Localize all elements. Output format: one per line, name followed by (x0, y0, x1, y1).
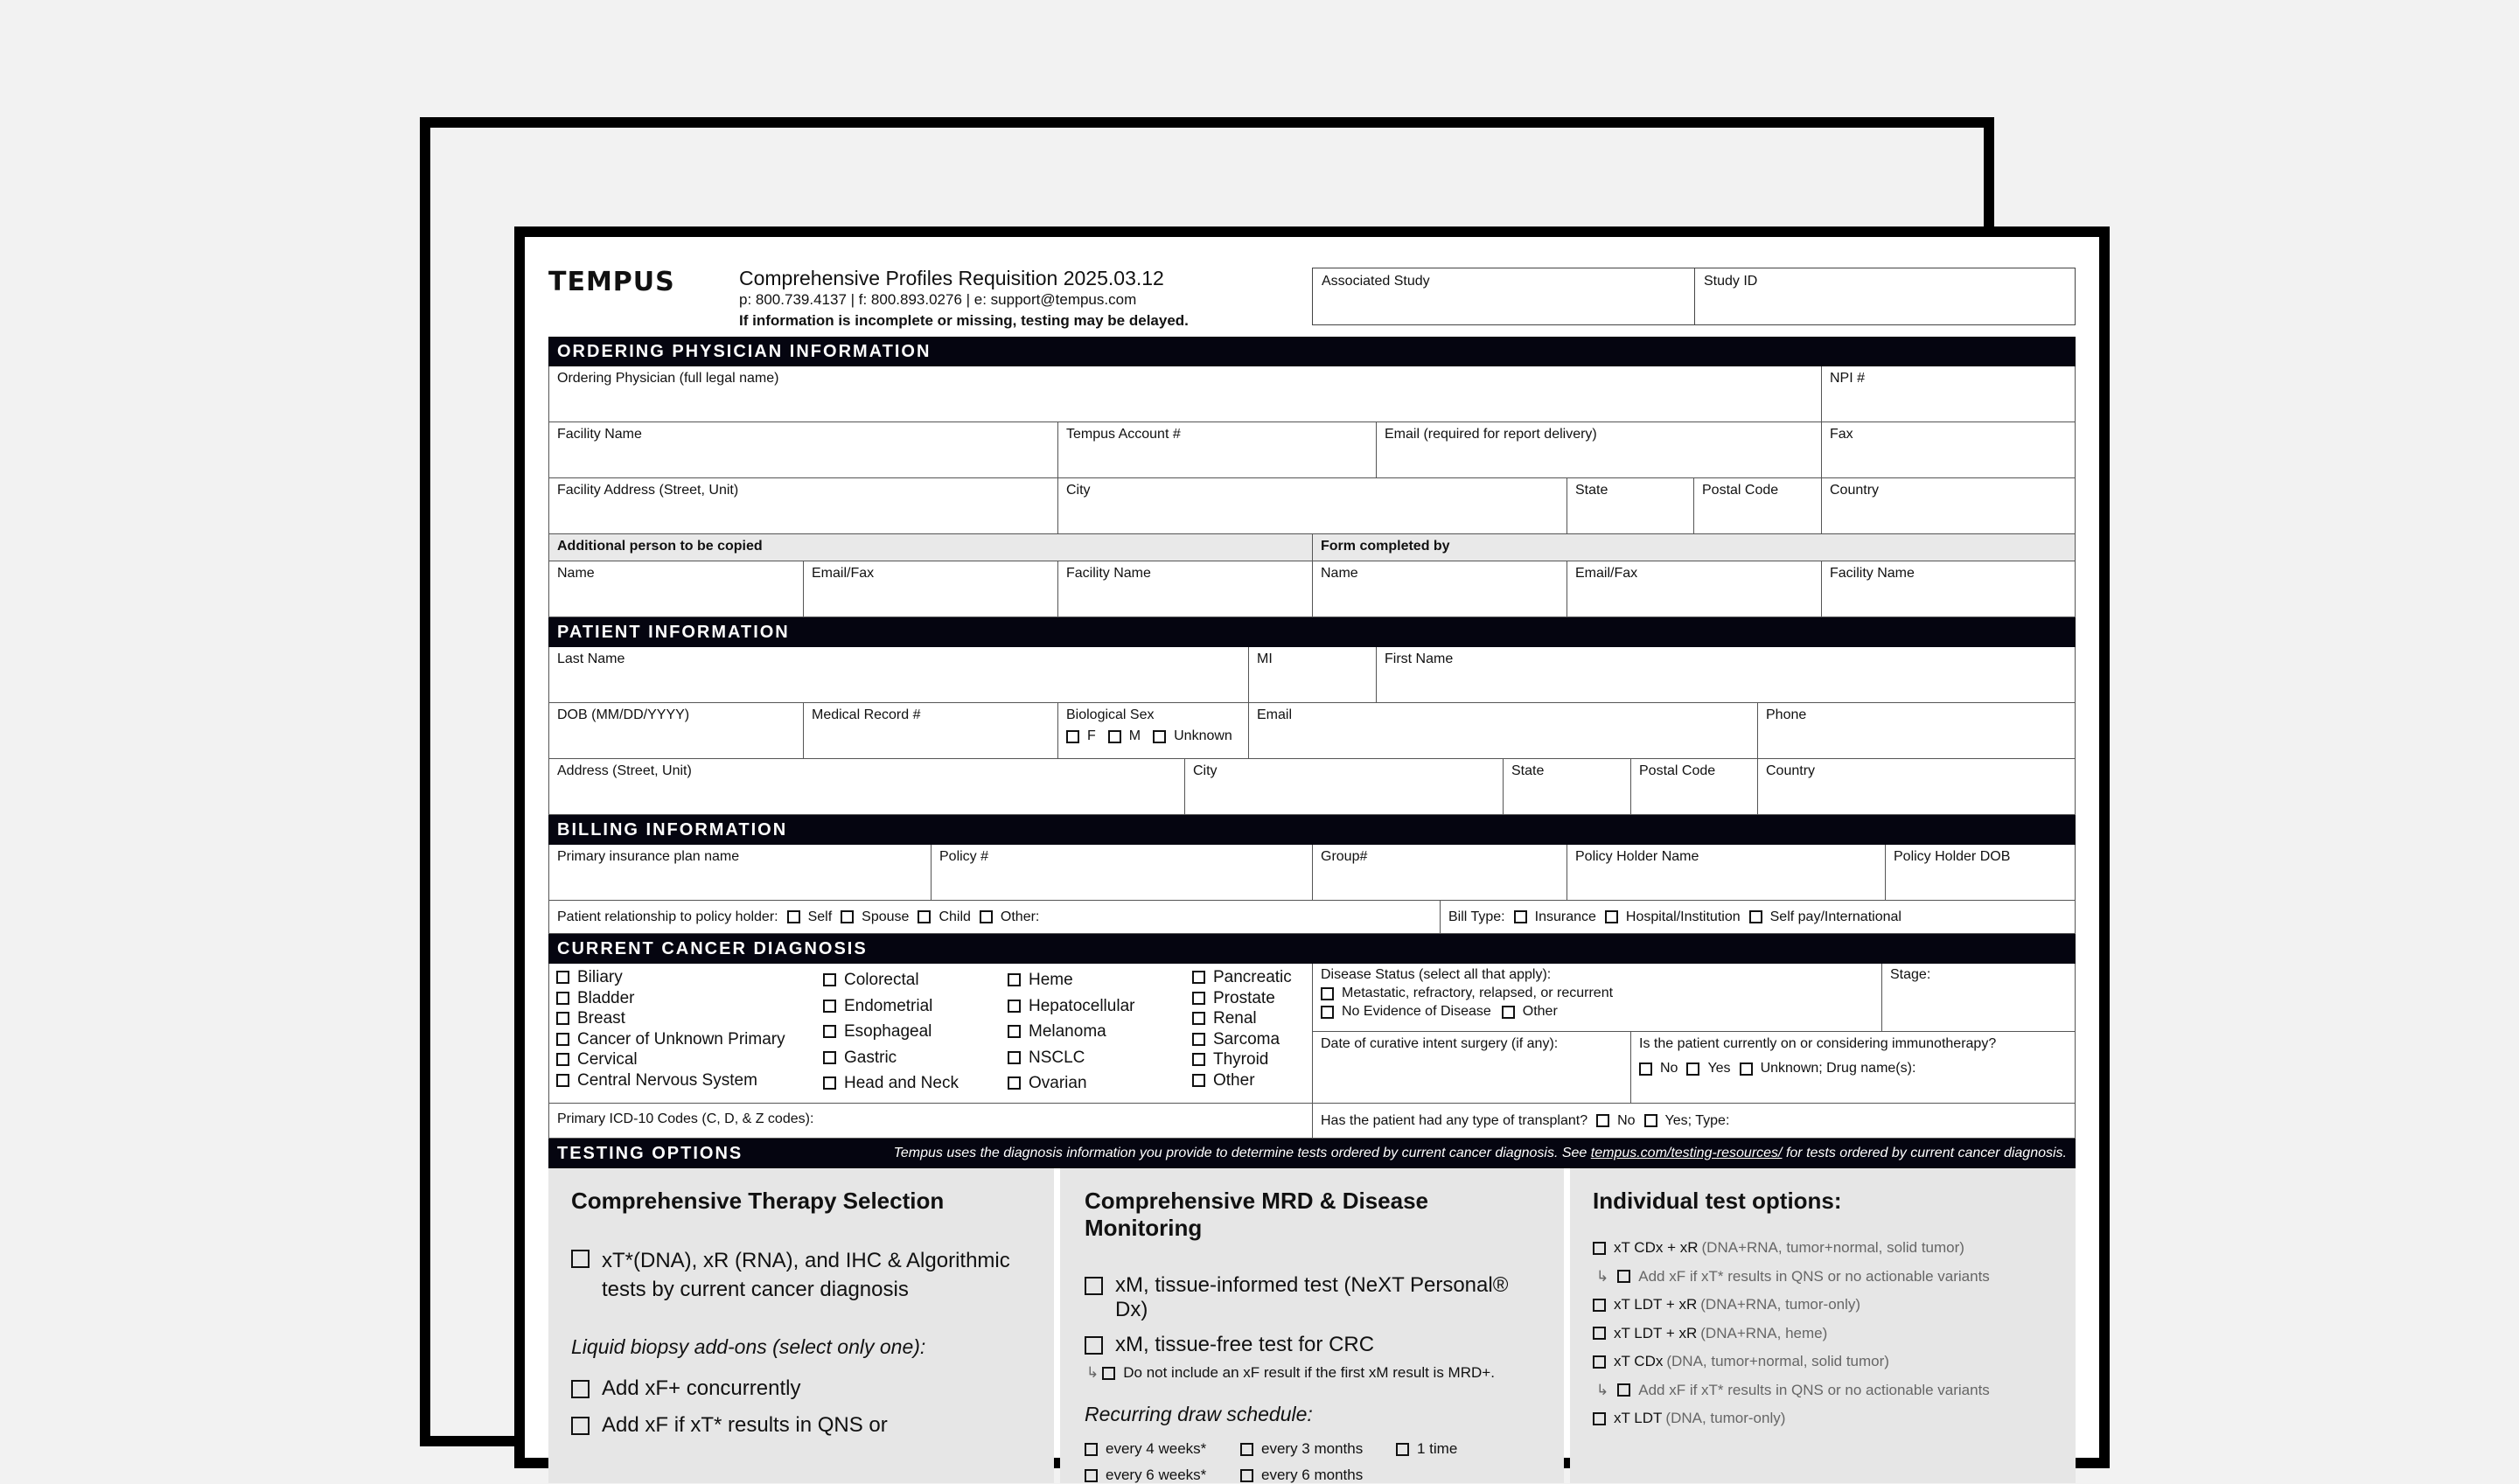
bill-hospital-checkbox[interactable] (1605, 910, 1618, 923)
immuno-yes-checkbox[interactable] (1686, 1062, 1699, 1076)
draw-6wk-label: every 6 weeks* (1106, 1467, 1207, 1483)
individual-test-name: xT CDx + xR (1614, 1239, 1699, 1257)
patient-row-3 (548, 759, 2076, 815)
cancer-type-checkbox[interactable] (1008, 1076, 1021, 1090)
bill-selfpay-checkbox[interactable] (1749, 910, 1762, 923)
cancer-type-label: Prostate (1213, 988, 1275, 1007)
mrn-field[interactable]: Medical Record # (804, 703, 1058, 758)
draw-3mo-label: every 3 months (1261, 1440, 1364, 1457)
relationship-label: Patient relationship to policy holder: (557, 909, 778, 924)
cancer-type-label: Gastric (844, 1048, 897, 1067)
draw-6mo-checkbox[interactable] (1240, 1469, 1253, 1482)
cancer-type-label: Cancer of Unknown Primary (577, 1029, 785, 1049)
sex-f-label: F (1087, 728, 1096, 743)
individual-test-item (1593, 1320, 2053, 1348)
sex-field (1058, 703, 1249, 758)
cancer-type-checkbox[interactable] (823, 1076, 836, 1090)
transplant-yes-label: Yes; Type: (1664, 1112, 1730, 1128)
status-other-label: Other (1522, 1004, 1558, 1019)
policy-holder-dob-field[interactable]: Policy Holder DOB (1894, 849, 2011, 864)
individual-test-desc: Add xF if xT* results in QNS or no actionable variants (1638, 1267, 1990, 1285)
sex-label: Biological Sex (1066, 707, 1155, 722)
sex-unknown-label: Unknown (1174, 728, 1232, 743)
completed-facility-field[interactable]: Facility Name (1830, 566, 1915, 581)
cancer-type-checkbox[interactable] (1192, 1033, 1205, 1046)
cancer-type-checkbox[interactable] (1008, 1025, 1021, 1038)
draw-1time-checkbox[interactable] (1396, 1443, 1409, 1456)
testing-options-area (548, 1168, 2076, 1483)
cancer-type-checkbox[interactable] (1008, 973, 1021, 986)
cancer-type-item (823, 1070, 959, 1097)
status-metastatic-checkbox[interactable] (1321, 987, 1334, 1000)
cancer-type-label: Endometrial (844, 996, 933, 1015)
transplant-field (1313, 1104, 2075, 1138)
cancer-type-checkbox[interactable] (1192, 1074, 1205, 1087)
facility-address-field[interactable]: Facility Address (Street, Unit) (549, 478, 1058, 533)
mrd-monitoring-column (1060, 1168, 1564, 1483)
facility-country-field[interactable]: Country (1830, 483, 1880, 498)
individual-tests-column (1570, 1168, 2076, 1483)
cancer-type-item (556, 1008, 785, 1029)
completed-name-field[interactable]: Name (1313, 561, 1567, 617)
cancer-type-item (556, 1029, 785, 1050)
physician-email-field[interactable]: Email (required for report delivery) (1377, 422, 1822, 477)
individual-test-item (1593, 1263, 2053, 1292)
individual-test-checkbox[interactable] (1617, 1270, 1630, 1283)
status-ned-label: No Evidence of Disease (1342, 1004, 1491, 1019)
individual-test-name: xT LDT (1614, 1410, 1663, 1427)
individual-test-desc: (DNA+RNA, tumor+normal, solid tumor) (1701, 1239, 1964, 1257)
individual-test-checkbox[interactable] (1593, 1412, 1606, 1425)
physician-row-2 (548, 422, 2076, 478)
bill-hospital-label: Hospital/Institution (1625, 909, 1741, 924)
individual-test-item (1593, 1348, 2053, 1376)
copied-name-field[interactable]: Name (549, 561, 804, 617)
disease-status-label: Disease Status (select all that apply): (1321, 967, 1552, 982)
cancer-type-checkbox[interactable] (556, 971, 569, 984)
rel-child-checkbox[interactable] (918, 910, 931, 923)
cancer-col-1 (556, 967, 785, 1090)
mi-field[interactable]: MI (1249, 647, 1377, 702)
facility-city-field[interactable]: City (1058, 478, 1567, 533)
cancer-type-checkbox[interactable] (1008, 1051, 1021, 1064)
cancer-type-checkbox[interactable] (556, 1074, 569, 1087)
sex-m-checkbox[interactable] (1108, 730, 1121, 743)
copy-completed-row (548, 561, 2076, 617)
cancer-type-label: Ovarian (1029, 1074, 1087, 1092)
cancer-type-item (823, 993, 959, 1020)
rel-self-checkbox[interactable] (787, 910, 800, 923)
billing-row-2 (548, 901, 2076, 934)
icd-codes-field[interactable]: Primary ICD-10 Codes (C, D, & Z codes): (549, 1104, 1313, 1138)
cancer-type-item (1008, 1045, 1134, 1071)
cancer-type-label: Head and Neck (844, 1074, 959, 1092)
sub-arrow-icon: ↳ (1596, 1267, 1609, 1285)
billing-row-1 (548, 845, 2076, 901)
cancer-type-item (1008, 1070, 1134, 1097)
cancer-type-checkbox[interactable] (823, 1025, 836, 1038)
bill-insurance-label: Insurance (1534, 909, 1596, 924)
draw-3mo-checkbox[interactable] (1240, 1443, 1253, 1456)
transplant-label: Has the patient had any type of transplant? (1321, 1112, 1588, 1128)
last-name-field[interactable]: Last Name (549, 647, 1249, 702)
physician-row-3 (548, 478, 2076, 534)
cancer-type-item (1008, 993, 1134, 1020)
patient-postal-field[interactable]: Postal Code (1631, 759, 1758, 814)
facility-state-field[interactable]: State (1567, 478, 1694, 533)
dob-field[interactable]: DOB (MM/DD/YYYY) (549, 703, 804, 758)
copied-facility-field[interactable]: Facility Name (1058, 561, 1313, 617)
bill-type-field (1441, 901, 2075, 933)
cancer-type-label: Thyroid (1213, 1050, 1269, 1069)
status-ned-checkbox[interactable] (1321, 1006, 1334, 1019)
add-xf-qns-checkbox[interactable] (571, 1417, 590, 1435)
individual-test-checkbox[interactable] (1593, 1355, 1606, 1369)
immuno-unknown-label: Unknown; Drug name(s): (1760, 1061, 1916, 1076)
individual-tests-list (1593, 1234, 2053, 1433)
mrd-title: Comprehensive MRD & Disease Monitoring (1085, 1188, 1429, 1241)
bill-selfpay-label: Self pay/International (1769, 909, 1901, 924)
add-xf-qns-label: Add xF if xT* results in QNS or (602, 1413, 888, 1437)
section-bar-patient: PATIENT INFORMATION (548, 617, 2076, 647)
patient-city-field[interactable]: City (1185, 759, 1504, 814)
individual-test-desc: (DNA+RNA, heme) (1700, 1324, 1828, 1341)
group-number-field[interactable]: Group# (1313, 845, 1567, 900)
testing-resources-link[interactable]: tempus.com/testing-resources/ (1590, 1146, 1783, 1160)
cancer-type-label: Bladder (577, 988, 635, 1007)
cancer-type-label: Pancreatic (1213, 968, 1292, 986)
rel-other-checkbox[interactable] (980, 910, 993, 923)
facility-postal-field[interactable]: Postal Code (1694, 478, 1822, 533)
rel-spouse-label: Spouse (862, 909, 910, 924)
cancer-type-item (556, 1070, 785, 1091)
tempus-logo: TEMPUS (548, 267, 675, 297)
individual-test-item (1593, 1234, 2053, 1263)
transplant-yes-checkbox[interactable] (1644, 1114, 1657, 1127)
cancer-type-item (556, 1049, 785, 1070)
cancer-type-label: Hepatocellular (1029, 996, 1135, 1015)
npi-field[interactable]: NPI # (1830, 371, 1866, 386)
cancer-type-item (1192, 1049, 1292, 1070)
incomplete-warning: If information is incomplete or missing, testing may be delayed. (739, 312, 1189, 329)
section-bar-testing (548, 1139, 2076, 1168)
cancer-col-3 (1008, 967, 1134, 1097)
cancer-type-label: Sarcoma (1213, 1029, 1280, 1049)
cancer-type-item (1008, 967, 1134, 993)
cancer-type-item (823, 1045, 959, 1071)
cancer-type-label: Esophageal (844, 1022, 932, 1041)
individual-test-item (1593, 1291, 2053, 1320)
sex-m-label: M (1128, 728, 1141, 743)
physician-name-field[interactable]: Ordering Physician (full legal name) (549, 366, 1822, 422)
individual-test-item (1593, 1376, 2053, 1405)
individual-test-desc: (DNA+RNA, tumor-only) (1700, 1296, 1861, 1313)
draw-1time-label: 1 time (1417, 1440, 1458, 1457)
individual-test-item (1593, 1404, 2053, 1433)
first-name-field[interactable]: First Name (1385, 651, 1454, 666)
xm-tissue-informed-checkbox[interactable] (1085, 1277, 1103, 1295)
cancer-type-checkbox[interactable] (1192, 1053, 1205, 1066)
cancer-type-label: Colorectal (844, 971, 919, 989)
cancer-type-checkbox[interactable] (556, 1033, 569, 1046)
cancer-type-item (556, 988, 785, 1009)
patient-country-field[interactable]: Country (1766, 763, 1816, 778)
associated-study-field[interactable]: Associated Study (1313, 268, 1695, 324)
cancer-type-checkbox[interactable] (556, 992, 569, 1005)
cancer-type-label: Cervical (577, 1050, 638, 1069)
individual-test-name: xT CDx (1614, 1353, 1664, 1370)
cancer-type-label: Breast (577, 1009, 625, 1028)
disease-details (1313, 964, 2075, 1103)
form-completed-heading: Form completed by (1321, 539, 1450, 554)
transplant-no-checkbox[interactable] (1596, 1114, 1609, 1127)
cancer-type-label: Other (1213, 1070, 1255, 1090)
cancer-type-checkbox[interactable] (823, 1000, 836, 1013)
cancer-type-list (549, 964, 1313, 1103)
diagnosis-row-2 (548, 1104, 2076, 1139)
sex-unknown-checkbox[interactable] (1153, 730, 1166, 743)
immuno-yes-label: Yes (1707, 1061, 1731, 1076)
testing-bar-title: TESTING OPTIONS (557, 1143, 743, 1163)
individual-test-name: xT LDT + xR (1614, 1324, 1698, 1341)
cancer-type-checkbox[interactable] (823, 1051, 836, 1064)
immuno-unknown-checkbox[interactable] (1740, 1062, 1753, 1076)
cancer-type-checkbox[interactable] (1192, 1012, 1205, 1025)
patient-phone-field[interactable]: Phone (1766, 707, 1807, 722)
section-bar-billing: BILLING INFORMATION (548, 815, 2076, 845)
liquid-biopsy-subtitle: Liquid biopsy add-ons (select only one): (571, 1335, 926, 1358)
cancer-type-item (1008, 1019, 1134, 1045)
immuno-no-checkbox[interactable] (1639, 1062, 1652, 1076)
therapy-xt-checkbox[interactable] (571, 1250, 590, 1268)
bill-type-label: Bill Type: (1448, 909, 1505, 924)
cancer-type-item (556, 967, 785, 988)
form-title: Comprehensive Profiles Requisition 2025.03.12 (739, 267, 1164, 289)
insurance-plan-field[interactable]: Primary insurance plan name (549, 845, 932, 900)
sub-arrow-icon: ↳ (1596, 1381, 1609, 1398)
cancer-type-checkbox[interactable] (1192, 971, 1205, 984)
immunotherapy-field (1631, 1032, 2076, 1104)
sub-arrow-icon: ↳ (1086, 1364, 1099, 1381)
completed-emailfax-field[interactable]: Email/Fax (1567, 561, 1822, 617)
immuno-no-label: No (1660, 1061, 1678, 1076)
rel-spouse-checkbox[interactable] (841, 910, 854, 923)
copied-emailfax-field[interactable]: Email/Fax (804, 561, 1058, 617)
cancer-type-item (823, 967, 959, 993)
diagnosis-row-1 (548, 964, 2076, 1104)
individual-tests-title: Individual test options: (1593, 1188, 1842, 1214)
surgery-date-field[interactable]: Date of curative intent surgery (if any): (1313, 1032, 1631, 1104)
draw-4wk-label: every 4 weeks* (1106, 1440, 1207, 1457)
transplant-no-label: No (1617, 1112, 1636, 1128)
patient-address-field[interactable]: Address (Street, Unit) (549, 759, 1185, 814)
individual-test-checkbox[interactable] (1593, 1299, 1606, 1312)
patient-row-2 (548, 703, 2076, 759)
fax-field[interactable]: Fax (1830, 427, 1853, 442)
therapy-selection-column (548, 1168, 1054, 1483)
copied-person-heading: Additional person to be copied (549, 534, 1313, 561)
cancer-type-label: Melanoma (1029, 1022, 1106, 1041)
cancer-type-checkbox[interactable] (1008, 1000, 1021, 1013)
cancer-type-item (1192, 1029, 1292, 1050)
cancer-type-checkbox[interactable] (823, 973, 836, 986)
copy-completed-subheader (548, 534, 2076, 561)
contact-info: p: 800.739.4137 | f: 800.893.0276 | e: support@tempus.com (739, 291, 1137, 308)
individual-test-desc: Add xF if xT* results in QNS or no actionable variants (1638, 1381, 1990, 1398)
rel-other-label: Other: (1000, 909, 1040, 924)
cancer-type-checkbox[interactable] (556, 1053, 569, 1066)
requisition-form (514, 226, 2110, 1483)
patient-email-field[interactable]: Email (1249, 703, 1758, 758)
immunotherapy-label: Is the patient currently on or considering immunotherapy? (1639, 1036, 1997, 1051)
study-id-field[interactable]: Study ID (1704, 274, 1758, 289)
draw-schedule-subtitle: Recurring draw schedule: (1085, 1403, 1313, 1425)
individual-test-desc: (DNA, tumor+normal, solid tumor) (1666, 1353, 1889, 1370)
xm-tissue-informed-label: xM, tissue-informed test (NeXT Personal® Dx) (1115, 1273, 1509, 1321)
therapy-selection-title: Comprehensive Therapy Selection (571, 1188, 945, 1214)
individual-test-checkbox[interactable] (1593, 1242, 1606, 1255)
individual-test-name: xT LDT + xR (1614, 1296, 1698, 1313)
stage-field[interactable]: Stage: (1882, 964, 2075, 1032)
individual-test-checkbox[interactable] (1593, 1327, 1606, 1340)
cancer-col-2 (823, 967, 959, 1097)
sex-f-checkbox[interactable] (1066, 730, 1079, 743)
study-box (1312, 268, 2076, 325)
facility-name-field[interactable]: Facility Name (549, 422, 1058, 477)
cancer-type-item (1192, 1070, 1292, 1091)
cancer-type-label: NSCLC (1029, 1048, 1085, 1067)
cancer-type-label: Biliary (577, 968, 623, 986)
xm-tissue-free-label: xM, tissue-free test for CRC (1115, 1333, 1375, 1356)
exclude-xf-label: Do not include an xF result if the first xM result is MRD+. (1123, 1364, 1495, 1381)
cancer-col-4 (1192, 967, 1292, 1090)
patient-row-1 (548, 647, 2076, 703)
physician-row-1 (548, 366, 2076, 422)
cancer-type-item (1192, 967, 1292, 988)
cancer-type-label: Heme (1029, 971, 1073, 989)
rel-self-label: Self (807, 909, 833, 924)
bill-insurance-checkbox[interactable] (1514, 910, 1527, 923)
cancer-type-checkbox[interactable] (1192, 992, 1205, 1005)
draw-6mo-label: every 6 months (1261, 1467, 1364, 1483)
status-other-checkbox[interactable] (1502, 1006, 1515, 1019)
testing-note: Tempus uses the diagnosis information you provide to determine tests ordered by current cancer diagnosis. See tempus.com/testing-resources/ for tests ordered by current cancer diagnosis. (893, 1146, 2067, 1160)
cancer-type-item (1192, 1008, 1292, 1029)
cancer-type-item (823, 1019, 959, 1045)
cancer-type-label: Central Nervous System (577, 1070, 757, 1090)
draw-4wk-checkbox[interactable] (1085, 1443, 1098, 1456)
cancer-type-item (1192, 988, 1292, 1009)
cancer-type-checkbox[interactable] (556, 1012, 569, 1025)
rel-child-label: Child (939, 909, 971, 924)
add-xf-concurrent-label: Add xF+ concurrently (602, 1376, 801, 1400)
individual-test-checkbox[interactable] (1617, 1383, 1630, 1397)
policy-holder-name-field[interactable]: Policy Holder Name (1567, 845, 1886, 900)
add-xf-concurrent-checkbox[interactable] (571, 1380, 590, 1398)
status-metastatic-label: Metastatic, refractory, relapsed, or recurrent (1342, 986, 1614, 1000)
relationship-field (549, 901, 1441, 933)
policy-number-field[interactable]: Policy # (932, 845, 1313, 900)
tempus-account-field[interactable]: Tempus Account # (1058, 422, 1377, 477)
therapy-xt-label: xT*(DNA), xR (RNA), and IHC & Algorithmic tests by current cancer diagnosis (602, 1249, 1010, 1301)
cancer-type-label: Renal (1213, 1009, 1257, 1028)
exclude-xf-checkbox[interactable] (1102, 1367, 1115, 1380)
individual-test-desc: (DNA, tumor-only) (1665, 1410, 1786, 1427)
xm-tissue-free-checkbox[interactable] (1085, 1336, 1103, 1355)
section-bar-diagnosis: CURRENT CANCER DIAGNOSIS (548, 934, 2076, 964)
section-bar-physician: ORDERING PHYSICIAN INFORMATION (548, 337, 2076, 366)
disease-status-field (1313, 964, 1882, 1032)
patient-state-field[interactable]: State (1504, 759, 1631, 814)
draw-6wk-checkbox[interactable] (1085, 1469, 1098, 1482)
